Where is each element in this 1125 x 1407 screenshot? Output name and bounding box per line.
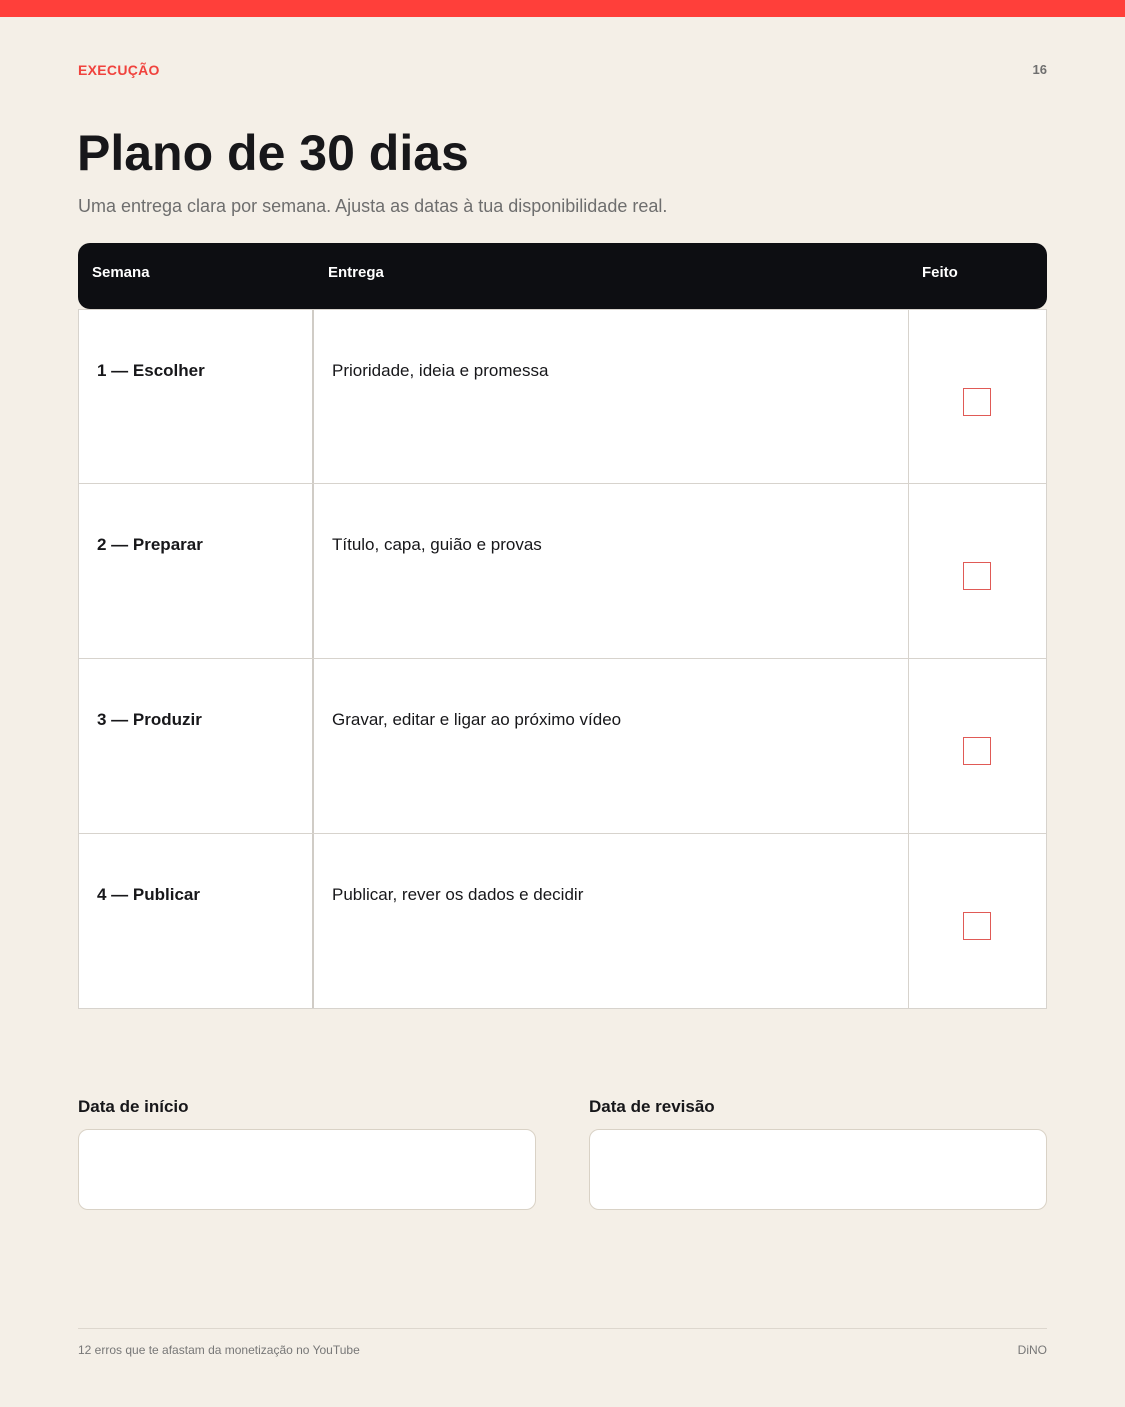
- footer-divider: [78, 1328, 1047, 1329]
- week-cell: 2 — Preparar: [79, 484, 314, 658]
- page-number: 16: [1032, 62, 1047, 77]
- delivery-cell: Gravar, editar e ligar ao próximo vídeo: [314, 659, 909, 833]
- done-cell: [909, 834, 1046, 1008]
- column-header-done: Feito: [922, 264, 958, 281]
- column-header-week: Semana: [92, 264, 150, 281]
- page-title: Plano de 30 dias: [77, 125, 469, 181]
- top-accent-bar: [0, 0, 1125, 17]
- review-date-input[interactable]: [589, 1129, 1047, 1210]
- footer-brand: DiNO: [1017, 1343, 1047, 1357]
- delivery-cell: Título, capa, guião e provas: [314, 484, 909, 658]
- table-row: [78, 834, 1047, 1009]
- done-cell: [909, 484, 1046, 658]
- done-checkbox[interactable]: [963, 388, 991, 416]
- done-cell: [909, 659, 1046, 833]
- week-cell: 3 — Produzir: [79, 659, 314, 833]
- done-cell: [909, 310, 1046, 483]
- footer-document-title: 12 erros que te afastam da monetização no YouTube: [78, 1343, 360, 1357]
- table-row: [78, 659, 1047, 834]
- start-date-field: [78, 1097, 536, 1210]
- done-checkbox[interactable]: [963, 737, 991, 765]
- column-header-delivery: Entrega: [328, 264, 384, 281]
- table-header: [78, 243, 1047, 309]
- page-subtitle: Uma entrega clara por semana. Ajusta as datas à tua disponibilidade real.: [78, 196, 668, 216]
- table-row: [78, 309, 1047, 484]
- start-date-label: Data de início: [78, 1097, 189, 1116]
- delivery-cell: Publicar, rever os dados e decidir: [314, 834, 909, 1008]
- week-cell: 1 — Escolher: [79, 310, 314, 483]
- done-checkbox[interactable]: [963, 562, 991, 590]
- start-date-input[interactable]: [78, 1129, 536, 1210]
- section-label: EXECUÇÃO: [78, 62, 160, 78]
- table-body: [78, 309, 1047, 1009]
- done-checkbox[interactable]: [963, 912, 991, 940]
- plan-table: [78, 243, 1047, 1009]
- table-row: [78, 484, 1047, 659]
- review-date-field: [589, 1097, 1047, 1210]
- review-date-label: Data de revisão: [589, 1097, 715, 1116]
- delivery-cell: Prioridade, ideia e promessa: [314, 310, 909, 483]
- week-cell: 4 — Publicar: [79, 834, 314, 1008]
